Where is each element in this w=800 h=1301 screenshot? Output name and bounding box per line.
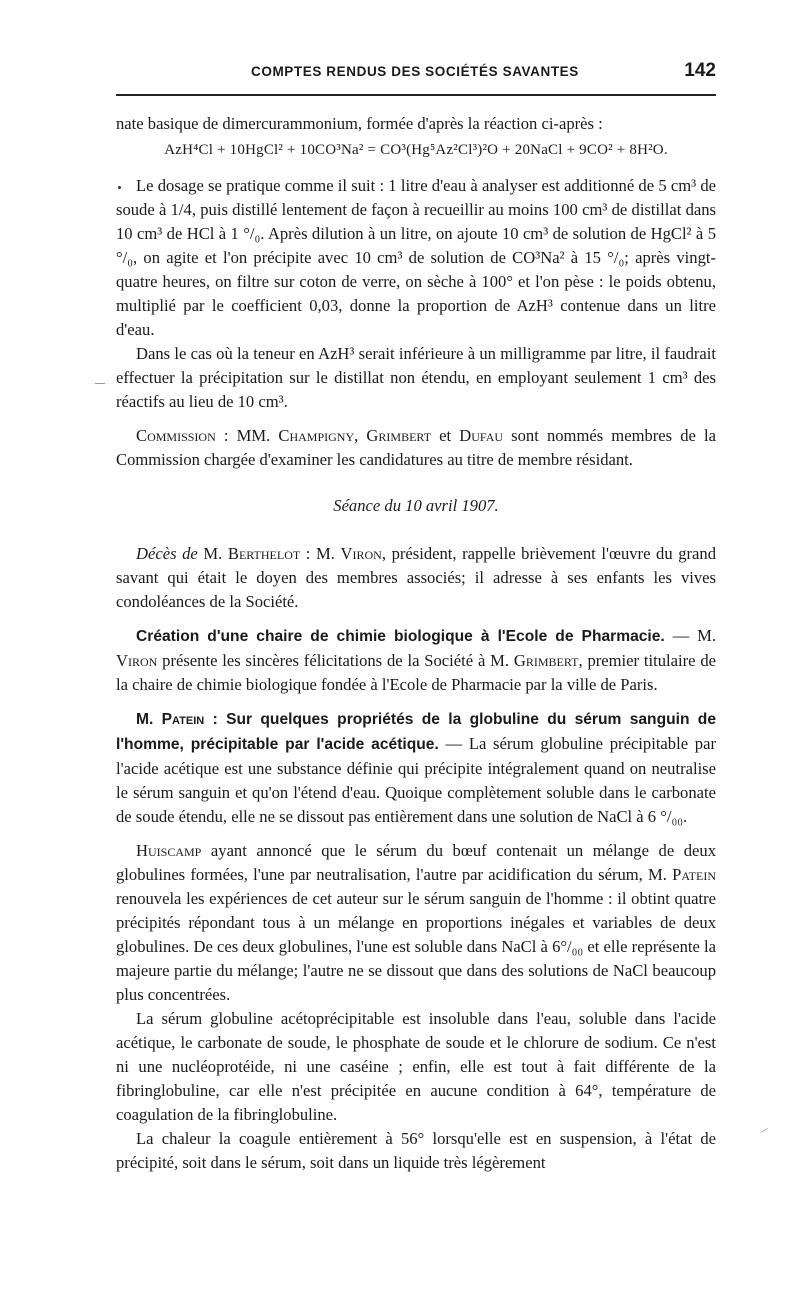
name-dufau: Dufau bbox=[459, 426, 504, 445]
name-patein-2: Patein bbox=[672, 865, 716, 884]
creation-title: Création d'une chaire de chimie biologique à l'Ecole de Pharmacie. bbox=[136, 628, 665, 645]
paragraph-commission: Commission : MM. Champigny, Grimbert et Dufau sont nommés membres de la Commission chargée d'examiner les candidatures au titre de membre résidant. bbox=[116, 426, 717, 469]
name-berthelot: Berthelot bbox=[227, 544, 301, 563]
body-text bbox=[116, 112, 716, 1175]
running-head bbox=[116, 60, 716, 86]
paragraph-acetoprecipitable: La sérum globuline acétoprécipitable est insoluble dans l'eau, soluble dans l'acide acétique, le carbonate de soude, le phosphate de soude et le chlorure de sodium. Ce n'est ni une nucléoprotéide, ni une caséine ; enfin, elle est tout à fait différente de la fibringlobuline, car elle n'est précipitée en aucune condition à 64°, température de coagulation de la fibringlobuline. bbox=[116, 1009, 716, 1124]
margin-mark bbox=[95, 383, 105, 384]
name-huiscamp: Huiscamp bbox=[136, 841, 202, 860]
name-viron-2: Viron bbox=[116, 651, 158, 670]
running-title: COMPTES RENDUS DES SOCIÉTÉS SAVANTES bbox=[251, 64, 579, 79]
name-patein: Patein bbox=[161, 711, 205, 728]
name-champigny: Champigny bbox=[278, 426, 355, 445]
paragraph-chaleur: La chaleur la coagule entièrement à 56° lorsqu'elle est en suspension, à l'état de précipité, soit dans le sérum, soit dans un liquide très légèrement bbox=[116, 1129, 716, 1172]
paragraph-dosage: Le dosage se pratique comme il suit : 1 litre d'eau à analyser est additionné de 5 cm³ de soude à 1/4, puis distillé lentement de façon à recueillir au moins 100 cm³ de distillat dans 10 cm³ de HCl à 1 °/₀. Après dilution à un litre, on ajoute 10 cm³ de solution de HgCl² à 5 °/₀, on agite et l'on précipite avec 10 cm³ de solution de CO³Na² à 15 °/₀; après vingt-quatre heures, on filtre sur coton de verre, on sèche à 100° et l'on pèse : le poids obtenu, multiplié par le coefficient 0,03, donne la proportion de AzH³ contenue dans un litre d'eau. bbox=[116, 176, 716, 339]
paragraph-creation: Création d'une chaire de chimie biologique à l'Ecole de Pharmacie. — M. Viron présente les sincères félicitations de la Société à M. Grimbert, premier titulaire de la chaire de chimie biologique fondée à l'Ecole de Pharmacie par la ville de Paris. bbox=[116, 626, 716, 694]
margin-mark-right bbox=[760, 1128, 767, 1133]
page-number: 142 bbox=[684, 60, 716, 81]
name-grimbert-2: Grimbert bbox=[513, 651, 579, 670]
chemical-formula: AzH⁴Cl + 10HgCl² + 10CO³Na² = CO³(Hg⁵Az²Cl³)²O + 20NaCl + 9CO² + 8H²O. bbox=[164, 142, 668, 158]
paragraph-deces: Décès de M. Berthelot : M. Viron, président, rappelle brièvement l'œuvre du grand savant qui était le doyen des membres associés; il adresse à ses enfants les vives condoléances de la Société. bbox=[116, 544, 716, 611]
header-rule bbox=[116, 94, 716, 96]
session-heading: Séance du 10 avril 1907. bbox=[333, 496, 499, 515]
patein-title: : Sur quelques propriétés de la globuline du sérum sanguin de l'homme, précipitable par l'acide acétique. bbox=[116, 711, 717, 753]
paragraph-teneur: Dans le cas où la teneur en AzH³ serait inférieure à un milligramme par litre, il faudrait effectuer la précipitation sur le distillat non étendu, en employant seulement 1 cm³ des réactifs au lieu de 10 cm³. bbox=[116, 344, 716, 411]
paragraph-huiscamp: Huiscamp ayant annoncé que le sérum du bœuf contenait un mélange de deux globulines formées, l'une par neutralisation, l'autre par acidification du sérum, M. Patein renouvela les expériences de cet auteur sur le sérum sanguin de l'homme : il obtint quatre précipités répondant tous à un mélange en proportions inégales et variables de deux globulines. De ces deux globulines, l'une est soluble dans NaCl à 6°/₀₀ et elle représente la majeure partie du mélange; l'autre ne se dissout que dans des solutions de NaCl beaucoup plus concentrées. bbox=[116, 841, 716, 1004]
name-viron: Viron bbox=[340, 544, 382, 563]
commission-label: Commission bbox=[136, 426, 216, 445]
paragraph-continuation: nate basique de dimercurammonium, formée d'après la réaction ci-après : bbox=[116, 114, 603, 133]
name-grimbert: Grimbert bbox=[366, 426, 432, 445]
deces-label: Décès de bbox=[136, 544, 198, 563]
paragraph-patein: M. Patein : Sur quelques propriétés de la globuline du sérum sanguin de l'homme, précipitable par l'acide acétique. — La sérum globuline précipitable par l'acide acétique est une substance définie qui précipite intégralement quand on neutralise le sérum sanguin et qu'on l'étend d'eau. Quoique complètement soluble dans le carbonate de soude étendu, elle ne se dissout pas entièrement dans une solution de NaCl à 6 °/₀₀. bbox=[116, 711, 717, 826]
